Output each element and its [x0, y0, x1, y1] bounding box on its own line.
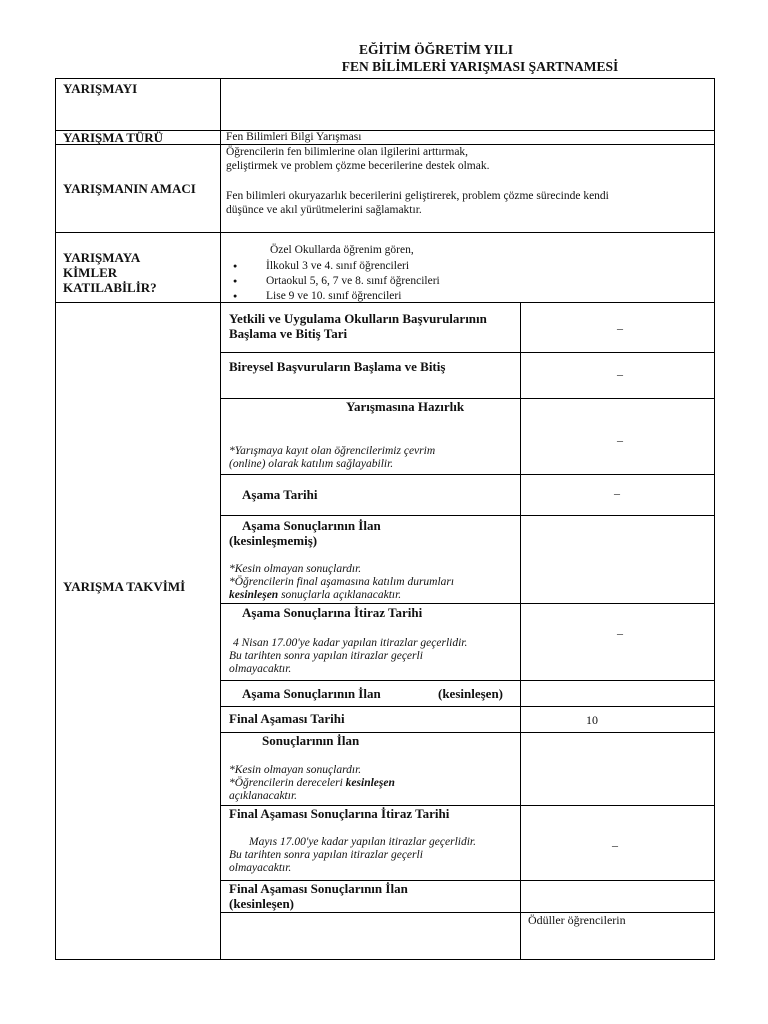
- r5-note1: *Kesin olmayan sonuçlardır.: [229, 563, 362, 575]
- r1-line2: Başlama ve Bitiş Tari: [229, 326, 348, 341]
- row-label-takvim: YARIŞMA TAKVİMİ: [63, 579, 186, 594]
- schedule-r4-label: Aşama Tarihi: [242, 487, 318, 502]
- schedule-r5-label: [229, 518, 381, 548]
- r5-note3-bold: kesinleşen: [229, 589, 279, 601]
- katilim-label-line1: YARIŞMAYA: [63, 250, 141, 265]
- schedule-r7-label: Aşama Sonuçlarının İlan: [242, 686, 381, 701]
- schedule-r10-value: –: [612, 838, 618, 852]
- amac-p1-line1: Öğrencilerin fen bilimlerine olan ilgilerini arttırmak,: [226, 146, 469, 158]
- schedule-r4-value: –: [614, 486, 620, 500]
- document-title: EĞİTİM ÖĞRETİM YILI: [358, 42, 514, 57]
- r6-note1: 4 Nisan 17.00'ye kadar yapılan itirazlar geçerlidir.: [233, 637, 468, 649]
- schedule-r9-note: [229, 764, 395, 803]
- row-label-turu: YARIŞMA TÜRÜ: [63, 130, 164, 145]
- row-label-yarismayi: YARIŞMAYI: [63, 81, 138, 96]
- r11-line1: Final Aşaması Sonuçlarının İlan: [229, 881, 408, 896]
- schedule-r2-value: –: [617, 367, 623, 381]
- schedule-r7-status: (kesinleşen): [438, 686, 503, 701]
- r10-note2: Bu tarihten sonra yapılan itirazlar geçerli: [229, 849, 423, 861]
- r6-note2: Bu tarihten sonra yapılan itirazlar geçerli: [229, 650, 423, 662]
- amac-p2-line2: düşünce ve akıl yürütmelerini sağlamaktır.: [226, 204, 422, 216]
- schedule-r9-title: Sonuçlarının İlan: [262, 733, 360, 748]
- r5-note3-rest: sonuçlarla açıklanacaktır.: [278, 589, 402, 601]
- schedule-r11-label: [229, 881, 408, 911]
- list-item: ● İlkokul 3 ve 4. sınıf öğrencileri: [222, 259, 512, 274]
- schedule-r6-value: –: [617, 626, 623, 640]
- r6-note3: olmayacaktır.: [229, 663, 292, 675]
- row-label-amac: YARIŞMANIN AMACI: [63, 181, 196, 196]
- schedule-r5-note: [229, 563, 454, 602]
- katilim-label-line2: KİMLER: [63, 265, 118, 280]
- list-item: ● Ortaokul 5, 6, 7 ve 8. sınıf öğrencileri: [222, 274, 512, 289]
- r5-note3: [229, 589, 454, 602]
- r9-note1: *Kesin olmayan sonuçlardır.: [229, 764, 362, 776]
- amac-p2-line1: Fen bilimleri okuryazarlık becerilerini geliştirerek, problem çözme sürecinde kendi: [226, 190, 609, 202]
- schedule-r10-title: Final Aşaması Sonuçlarına İtiraz Tarihi: [229, 806, 450, 821]
- r9-note2-bold: kesinleşen: [345, 777, 395, 789]
- row-label-katilim: [63, 250, 157, 295]
- r3-note-line1: *Yarışmaya kayıt olan öğrencilerimiz çevrim: [229, 445, 436, 457]
- r5-note2: *Öğrencilerin final aşamasına katılım durumları: [229, 576, 455, 588]
- r1-line1: Yetkili ve Uygulama Okulların Başvurularının: [229, 311, 487, 326]
- katilim-label-line3: KATILABİLİR?: [63, 280, 157, 295]
- r10-note3: olmayacaktır.: [229, 862, 292, 874]
- document-subtitle: FEN BİLİMLERİ YARIŞMASI ŞARTNAMESİ: [341, 59, 619, 74]
- amac-paragraph-1: [226, 145, 489, 173]
- schedule-r8-label: Final Aşaması Tarihi: [229, 711, 345, 726]
- list-item: ● Lise 9 ve 10. sınıf öğrencileri: [222, 289, 512, 304]
- r10-note1: Mayıs 17.00'ye kadar yapılan itirazlar geçerlidir.: [249, 836, 477, 848]
- r11-line2: (kesinleşen): [229, 896, 294, 911]
- schedule-r3-title: Yarışmasına Hazırlık: [346, 399, 465, 414]
- katilim-list: [222, 259, 512, 304]
- r5-line1: Aşama Sonuçlarının İlan: [242, 518, 381, 533]
- schedule-r6-note: [229, 637, 467, 676]
- schedule-r3-value: –: [617, 433, 623, 447]
- schedule-r1-value: –: [617, 321, 623, 335]
- row-value-turu: Fen Bilimleri Bilgi Yarışması: [226, 131, 362, 143]
- katilim-intro: Özel Okullarda öğrenim gören,: [270, 244, 414, 256]
- r9-note2-pre: *Öğrencilerin dereceleri: [229, 777, 346, 789]
- r9-note2: [229, 777, 395, 790]
- amac-paragraph-2: [226, 189, 609, 217]
- schedule-r8-value: 10: [586, 713, 598, 727]
- r3-note-line2: (online) olarak katılım sağlayabilir.: [229, 458, 394, 470]
- schedule-r2-label: Bireysel Başvuruların Başlama ve Bitiş: [229, 359, 446, 374]
- schedule-r12-value: Ödüller öğrencilerin: [528, 913, 626, 927]
- schedule-r1-label: [229, 311, 517, 341]
- schedule-r10-note: [229, 836, 476, 875]
- r5-line2: (kesinleşmemiş): [229, 533, 318, 548]
- schedule-r6-title: Aşama Sonuçlarına İtiraz Tarihi: [242, 605, 423, 620]
- schedule-r3-note: [229, 445, 435, 471]
- amac-p1-line2: geliştirmek ve problem çözme becerilerine destek olmak.: [226, 160, 490, 172]
- r9-note3: açıklanacaktır.: [229, 790, 298, 802]
